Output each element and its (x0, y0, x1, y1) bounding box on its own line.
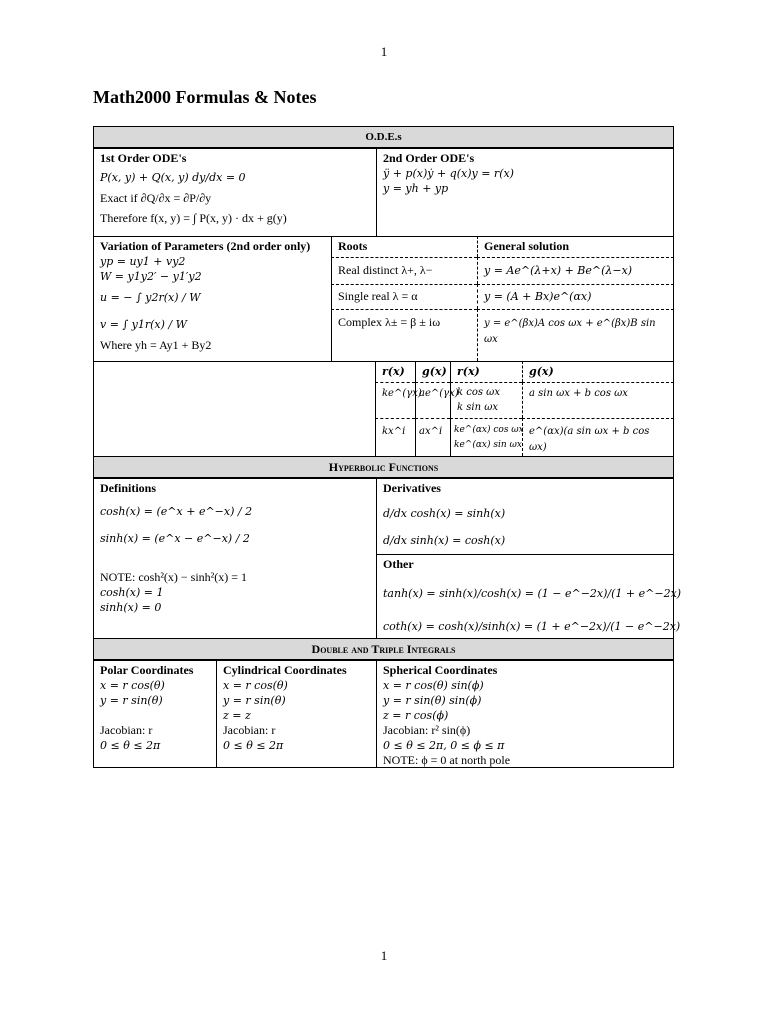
polar-l1: x = r cos(θ) (100, 679, 165, 692)
definitions-heading: Definitions (100, 481, 157, 495)
sol-complex: y = e^(βx)A cos ωx + e^(βx)B sin ωx (484, 318, 656, 345)
def-cosh0: cosh(x) = 1 (100, 586, 164, 599)
rg-row2-r1-text: kx^i (382, 426, 406, 437)
page-number-bottom: 1 (380, 948, 388, 963)
cyl-l4: Jacobian: r (223, 723, 276, 737)
first-order-ode-cell (93, 148, 376, 236)
cyl-l1: x = r cos(θ) (223, 679, 288, 692)
variation-l4: v = ∫ y1r(x) / W (100, 318, 187, 331)
variation-l1: yp = uy1 + vy2 (100, 255, 186, 268)
first-order-therefore: Therefore f(x, y) = ∫ P(x, y) · dx + g(y) (100, 211, 287, 225)
cylindrical-cell (216, 660, 376, 768)
rg-header-r2 (450, 361, 522, 382)
rg-row2-g2 (522, 418, 674, 456)
variation-heading: Variation of Parameters (2nd order only) (100, 239, 311, 253)
polar-l3: Jacobian: r (100, 723, 153, 737)
root-single-real: Single real λ = α (338, 289, 418, 303)
rg-row2-g1-text: ax^i (419, 426, 443, 437)
first-order-exact: Exact if ∂Q/∂x = ∂P/∂y (100, 191, 212, 205)
integrals-header-text: Double and Triple Integrals (311, 642, 456, 656)
rg-row1-r2 (450, 382, 522, 418)
cyl-l2: y = r sin(θ) (223, 694, 286, 707)
section-header-odes: O.D.E.s (93, 126, 674, 148)
rg-row1-r1-text: ke^(γx) (382, 388, 422, 399)
cyl-l5: 0 ≤ θ ≤ 2π (223, 739, 284, 752)
sol-row-3 (477, 309, 674, 361)
polar-heading: Polar Coordinates (100, 663, 194, 677)
rg-row1-r2a: k cos ωx (457, 387, 500, 398)
sol-single-real: y = (A + Bx)e^(αx) (484, 290, 592, 303)
rg-header-g2 (522, 361, 674, 382)
sph-l4: Jacobian: r² sin(ϕ) (383, 723, 471, 737)
sol-row-1 (477, 257, 674, 284)
other-coth: coth(x) = cosh(x)/sinh(x) = (1 + e^−2x)/(1 − e^−2x) (383, 620, 681, 633)
spherical-heading: Spherical Coordinates (383, 663, 498, 677)
roots-col-header (331, 236, 477, 257)
general-solution-header-text: General solution (484, 239, 570, 253)
other-tanh: tanh(x) = sinh(x)/cosh(x) = (1 − e^−2x)/(1 + e^−2x) (383, 587, 682, 600)
second-order-eq1: ÿ + p(x)ẏ + q(x)y = r(x) (383, 167, 514, 180)
second-order-eq2: y = yh + yp (383, 182, 449, 195)
sph-l5: 0 ≤ θ ≤ 2π, 0 ≤ ϕ ≤ π (383, 739, 505, 752)
def-sinh: sinh(x) = (e^x − e^−x) / 2 (100, 532, 250, 545)
rg-row1-r2b: k sin ωx (457, 402, 498, 413)
sph-l1: x = r cos(θ) sin(ϕ) (383, 679, 484, 692)
root-row-3 (331, 309, 477, 361)
page-title: Math2000 Formulas & Notes (93, 87, 317, 107)
sol-row-2 (477, 284, 674, 309)
sph-l6: NOTE: ϕ = 0 at north pole (383, 753, 511, 767)
hyperbolic-derivatives-cell (376, 478, 674, 554)
rg-row1-g1 (415, 382, 459, 418)
spherical-cell (376, 660, 674, 768)
def-note: NOTE: cosh²(x) − sinh²(x) = 1 (100, 570, 248, 584)
deriv-sinh: d/dx sinh(x) = cosh(x) (383, 534, 506, 547)
rg-row2-r1 (375, 418, 415, 456)
def-cosh: cosh(x) = (e^x + e^−x) / 2 (100, 505, 253, 518)
rg-header-g1 (415, 361, 450, 382)
rg-row2-r2 (450, 418, 522, 456)
other-heading: Other (383, 557, 414, 571)
variation-l3: u = − ∫ y2r(x) / W (100, 291, 201, 304)
rg-header-r1 (375, 361, 415, 382)
rg-row1-g2-text: a sin ωx + b cos ωx (529, 388, 628, 399)
rg-row1-g2 (522, 382, 674, 418)
variation-of-parameters-cell (93, 236, 331, 361)
polar-cell (93, 660, 216, 768)
rg-header-r1-text: r(x) (382, 365, 405, 378)
rg-row2-r2b: ke^(αx) sin ωx (454, 440, 522, 450)
rg-header-g2-text: g(x) (529, 365, 554, 378)
variation-l2: W = y1y2′ − y1′y2 (100, 270, 202, 283)
rg-row1-r1 (375, 382, 422, 418)
page-number-top: 1 (380, 44, 388, 59)
rg-row1-g1-text: ae^(γx) (419, 388, 459, 399)
sph-l2: y = r sin(θ) sin(ϕ) (383, 694, 482, 707)
first-order-heading: 1st Order ODE's (100, 151, 187, 165)
cylindrical-heading: Cylindrical Coordinates (223, 663, 347, 677)
section-header-hyperbolic (93, 456, 674, 478)
second-order-heading: 2nd Order ODE's (383, 151, 475, 165)
rg-row2-r2a: ke^(αx) cos ωx (454, 425, 524, 435)
second-order-ode-cell (376, 148, 674, 236)
sph-l3: z = r cos(ϕ) (383, 709, 449, 722)
rg-row2-g2-text: e^(αx)(a sin ωx + b cos ωx) (529, 426, 650, 453)
section-header-integrals (93, 638, 674, 660)
rg-header-g1-text: g(x) (422, 365, 447, 378)
root-row-1 (331, 257, 477, 284)
polar-l2: y = r sin(θ) (100, 694, 163, 707)
first-order-eq: P(x, y) + Q(x, y) dy/dx = 0 (100, 171, 246, 184)
polar-l4: 0 ≤ θ ≤ 2π (100, 739, 161, 752)
derivatives-heading: Derivatives (383, 481, 441, 495)
deriv-cosh: d/dx cosh(x) = sinh(x) (383, 507, 506, 520)
def-sinh0: sinh(x) = 0 (100, 601, 162, 614)
empty-cell (93, 361, 375, 456)
hyperbolic-other-cell (376, 554, 682, 638)
roots-header-text: Roots (338, 239, 368, 253)
cyl-l3: z = z (223, 709, 251, 722)
general-solution-col-header (477, 236, 674, 257)
hyperbolic-definitions-cell (93, 478, 376, 638)
rg-header-r2-text: r(x) (457, 365, 480, 378)
variation-l5: Where yh = Ay1 + By2 (100, 338, 212, 352)
sol-real-distinct: y = Ae^(λ+x) + Be^(λ−x) (484, 264, 633, 277)
hyperbolic-header-text: Hyperbolic Functions (328, 460, 439, 474)
root-row-2 (331, 284, 477, 309)
root-complex: Complex λ± = β ± iω (338, 315, 441, 329)
rg-row2-g1 (415, 418, 450, 456)
root-real-distinct: Real distinct λ+, λ− (338, 263, 433, 277)
